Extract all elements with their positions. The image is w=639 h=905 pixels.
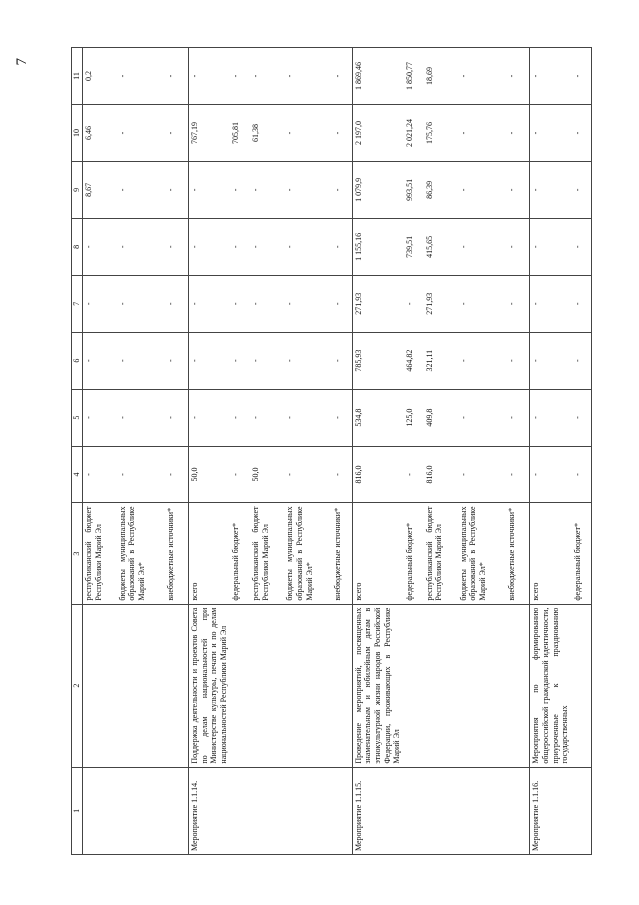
amount-cell: - — [284, 332, 332, 389]
amount-cell: - — [250, 275, 284, 332]
amount-cell: - — [117, 446, 165, 503]
amount-cell: - — [530, 389, 572, 446]
activity-number-cell — [572, 767, 592, 854]
amount-cell: - — [230, 389, 250, 446]
amount-cell: - — [332, 446, 352, 503]
activity-title-cell — [117, 604, 165, 767]
funding-source-cell: республиканский бюджет Республики Марий Эл — [424, 503, 458, 604]
activity-number-cell: Мероприятие 1.1.15. — [352, 767, 403, 854]
funding-source-cell: всего — [189, 503, 231, 604]
activity-title-cell — [284, 604, 332, 767]
amount-cell: - — [506, 389, 530, 446]
funding-source-cell: внебюджетные источники* — [332, 503, 352, 604]
activity-number-cell — [230, 767, 250, 854]
amount-cell: - — [530, 161, 572, 218]
amount-cell: 2 021,24 — [404, 105, 424, 162]
amount-cell: - — [404, 446, 424, 503]
amount-cell: - — [530, 446, 572, 503]
column-number: 9 — [72, 161, 83, 218]
table-row — [352, 48, 403, 855]
amount-cell: - — [83, 446, 117, 503]
amount-cell: - — [230, 161, 250, 218]
amount-cell: - — [572, 332, 592, 389]
amount-cell: - — [250, 389, 284, 446]
amount-cell: - — [530, 332, 572, 389]
table-row — [332, 48, 352, 855]
amount-cell: - — [572, 105, 592, 162]
amount-cell: 2 197,0 — [352, 105, 403, 162]
activity-number-cell — [404, 767, 424, 854]
column-number: 10 — [72, 105, 83, 162]
column-number: 1 — [72, 767, 83, 854]
activity-title-cell — [83, 604, 117, 767]
amount-cell: - — [458, 275, 506, 332]
column-number: 5 — [72, 389, 83, 446]
amount-cell: - — [230, 48, 250, 105]
funding-source-cell: федеральный бюджет* — [230, 503, 250, 604]
amount-cell: - — [189, 332, 231, 389]
activity-number-cell: Мероприятие 1.1.16. — [530, 767, 572, 854]
amount-cell: - — [332, 161, 352, 218]
amount-cell: 8,67 — [83, 161, 117, 218]
amount-cell: - — [165, 332, 189, 389]
amount-cell: 464,82 — [404, 332, 424, 389]
column-number: 4 — [72, 446, 83, 503]
amount-cell: 1 869,46 — [352, 48, 403, 105]
activity-title-cell: Мероприятия по формированию общероссийской гражданской идентичности, приуроченные к празднованию государственных — [530, 604, 572, 767]
amount-cell: - — [332, 105, 352, 162]
amount-cell: 175,76 — [424, 105, 458, 162]
amount-cell: 271,93 — [352, 275, 403, 332]
amount-cell: 767,19 — [189, 105, 231, 162]
table-row — [165, 48, 189, 855]
activity-number-cell — [117, 767, 165, 854]
amount-cell: - — [117, 161, 165, 218]
amount-cell: - — [572, 275, 592, 332]
amount-cell: - — [284, 275, 332, 332]
amount-cell: - — [332, 275, 352, 332]
amount-cell: - — [230, 275, 250, 332]
activity-title-cell: Поддержка деятельности и проектов Совета по делам национальностей при Министерстве культуры, печати и по делам национальностей Республики Марий Эл — [189, 604, 231, 767]
amount-cell: - — [284, 389, 332, 446]
activity-title-cell — [572, 604, 592, 767]
amount-cell: - — [332, 332, 352, 389]
table-row — [506, 48, 530, 855]
amount-cell: 50,0 — [250, 446, 284, 503]
amount-cell: 18,69 — [424, 48, 458, 105]
funding-source-cell: федеральный бюджет* — [572, 503, 592, 604]
activity-number-cell — [506, 767, 530, 854]
activity-number-cell — [424, 767, 458, 854]
amount-cell: - — [458, 389, 506, 446]
table-row — [530, 48, 572, 855]
column-number: 6 — [72, 332, 83, 389]
amount-cell: - — [572, 48, 592, 105]
page-number: 7 — [14, 58, 30, 66]
funding-source-cell: бюджеты муниципальных образований в Республике Марий Эл* — [458, 503, 506, 604]
amount-cell: 415,65 — [424, 218, 458, 275]
amount-cell: - — [506, 275, 530, 332]
amount-cell: - — [165, 275, 189, 332]
amount-cell: - — [530, 105, 572, 162]
funding-source-cell: республиканский бюджет Республики Марий Эл — [250, 503, 284, 604]
amount-cell: - — [165, 389, 189, 446]
table-row — [230, 48, 250, 855]
activity-title-cell — [250, 604, 284, 767]
activity-title-cell — [404, 604, 424, 767]
amount-cell: - — [230, 446, 250, 503]
amount-cell: - — [458, 218, 506, 275]
amount-cell: - — [117, 389, 165, 446]
table-row — [117, 48, 165, 855]
amount-cell: 6,46 — [83, 105, 117, 162]
amount-cell: - — [284, 446, 332, 503]
amount-cell: - — [230, 332, 250, 389]
activity-number-cell — [458, 767, 506, 854]
column-number: 2 — [72, 604, 83, 767]
table-row — [404, 48, 424, 855]
amount-cell: - — [165, 218, 189, 275]
activity-title-cell — [424, 604, 458, 767]
amount-cell: - — [165, 161, 189, 218]
activity-number-cell — [332, 767, 352, 854]
amount-cell: - — [530, 218, 572, 275]
amount-cell: - — [250, 161, 284, 218]
amount-cell: - — [404, 275, 424, 332]
amount-cell: - — [117, 332, 165, 389]
amount-cell: 271,93 — [424, 275, 458, 332]
amount-cell: - — [506, 218, 530, 275]
amount-cell: 816,0 — [352, 446, 403, 503]
amount-cell: - — [572, 161, 592, 218]
amount-cell: 739,51 — [404, 218, 424, 275]
amount-cell: - — [458, 105, 506, 162]
amount-cell: 785,93 — [352, 332, 403, 389]
amount-cell: - — [83, 275, 117, 332]
amount-cell: 1 155,16 — [352, 218, 403, 275]
amount-cell: - — [458, 48, 506, 105]
funding-source-cell: внебюджетные источники* — [506, 503, 530, 604]
column-number: 8 — [72, 218, 83, 275]
activity-number-cell — [83, 767, 117, 854]
amount-cell: 409,8 — [424, 389, 458, 446]
amount-cell: - — [284, 48, 332, 105]
funding-source-cell: республиканский бюджет Республики Марий Эл — [83, 503, 117, 604]
amount-cell: - — [506, 161, 530, 218]
amount-cell: - — [530, 48, 572, 105]
amount-cell: - — [230, 218, 250, 275]
table-row — [284, 48, 332, 855]
amount-cell: - — [506, 48, 530, 105]
column-number: 3 — [72, 503, 83, 604]
amount-cell: - — [117, 48, 165, 105]
amount-cell: - — [284, 218, 332, 275]
amount-cell: - — [117, 218, 165, 275]
amount-cell: - — [165, 48, 189, 105]
amount-cell: - — [83, 332, 117, 389]
amount-cell: - — [332, 389, 352, 446]
funding-source-cell: бюджеты муниципальных образований в Республике Марий Эл* — [117, 503, 165, 604]
amount-cell: - — [189, 48, 231, 105]
table-row — [83, 48, 117, 855]
funding-source-cell: внебюджетные источники* — [165, 503, 189, 604]
amount-cell: 816,0 — [424, 446, 458, 503]
amount-cell: - — [572, 218, 592, 275]
amount-cell: - — [572, 446, 592, 503]
table-row — [424, 48, 458, 855]
amount-cell: - — [83, 218, 117, 275]
amount-cell: 61,38 — [250, 105, 284, 162]
activity-number-cell — [250, 767, 284, 854]
funding-source-cell: всего — [352, 503, 403, 604]
amount-cell: - — [506, 332, 530, 389]
activity-title-cell — [506, 604, 530, 767]
amount-cell: 321,11 — [424, 332, 458, 389]
amount-cell: - — [117, 105, 165, 162]
amount-cell: - — [250, 48, 284, 105]
amount-cell: 534,8 — [352, 389, 403, 446]
amount-cell: 993,51 — [404, 161, 424, 218]
amount-cell: 86,39 — [424, 161, 458, 218]
budget-table — [71, 47, 592, 855]
activity-title-cell — [230, 604, 250, 767]
amount-cell: - — [284, 105, 332, 162]
amount-cell: - — [530, 275, 572, 332]
amount-cell: - — [332, 48, 352, 105]
amount-cell: - — [189, 275, 231, 332]
amount-cell: - — [250, 218, 284, 275]
activity-number-cell — [284, 767, 332, 854]
table-body — [83, 48, 592, 855]
amount-cell: - — [165, 446, 189, 503]
amount-cell: - — [189, 161, 231, 218]
amount-cell: - — [458, 332, 506, 389]
amount-cell: - — [458, 161, 506, 218]
amount-cell: 0,2 — [83, 48, 117, 105]
column-number: 11 — [72, 48, 83, 105]
funding-source-cell: всего — [530, 503, 572, 604]
activity-number-cell — [165, 767, 189, 854]
funding-source-cell: бюджеты муниципальных образований в Республике Марий Эл* — [284, 503, 332, 604]
amount-cell: - — [189, 218, 231, 275]
amount-cell: - — [458, 446, 506, 503]
activity-number-cell: Мероприятие 1.1.14. — [189, 767, 231, 854]
amount-cell: 1 850,77 — [404, 48, 424, 105]
amount-cell: - — [83, 389, 117, 446]
amount-cell: - — [506, 105, 530, 162]
activity-title-cell — [165, 604, 189, 767]
amount-cell: - — [506, 446, 530, 503]
activity-title-cell — [332, 604, 352, 767]
column-number: 7 — [72, 275, 83, 332]
amount-cell: - — [189, 389, 231, 446]
table-row — [572, 48, 592, 855]
column-number-header — [72, 48, 83, 855]
amount-cell: 125,0 — [404, 389, 424, 446]
amount-cell: - — [284, 161, 332, 218]
amount-cell: - — [165, 105, 189, 162]
amount-cell: 50,0 — [189, 446, 231, 503]
table-row — [250, 48, 284, 855]
activity-title-cell: Проведение мероприятий, посвященных знаменательным и юбилейным датам в этнокультурной жизни народов Российской Федерации, проживающих в Республике Марий Эл — [352, 604, 403, 767]
table-row — [189, 48, 231, 855]
amount-cell: - — [572, 389, 592, 446]
amount-cell: - — [117, 275, 165, 332]
amount-cell: - — [332, 218, 352, 275]
amount-cell: 705,81 — [230, 105, 250, 162]
table-row — [458, 48, 506, 855]
funding-source-cell: федеральный бюджет* — [404, 503, 424, 604]
amount-cell: 1 079,9 — [352, 161, 403, 218]
activity-title-cell — [458, 604, 506, 767]
amount-cell: - — [250, 332, 284, 389]
